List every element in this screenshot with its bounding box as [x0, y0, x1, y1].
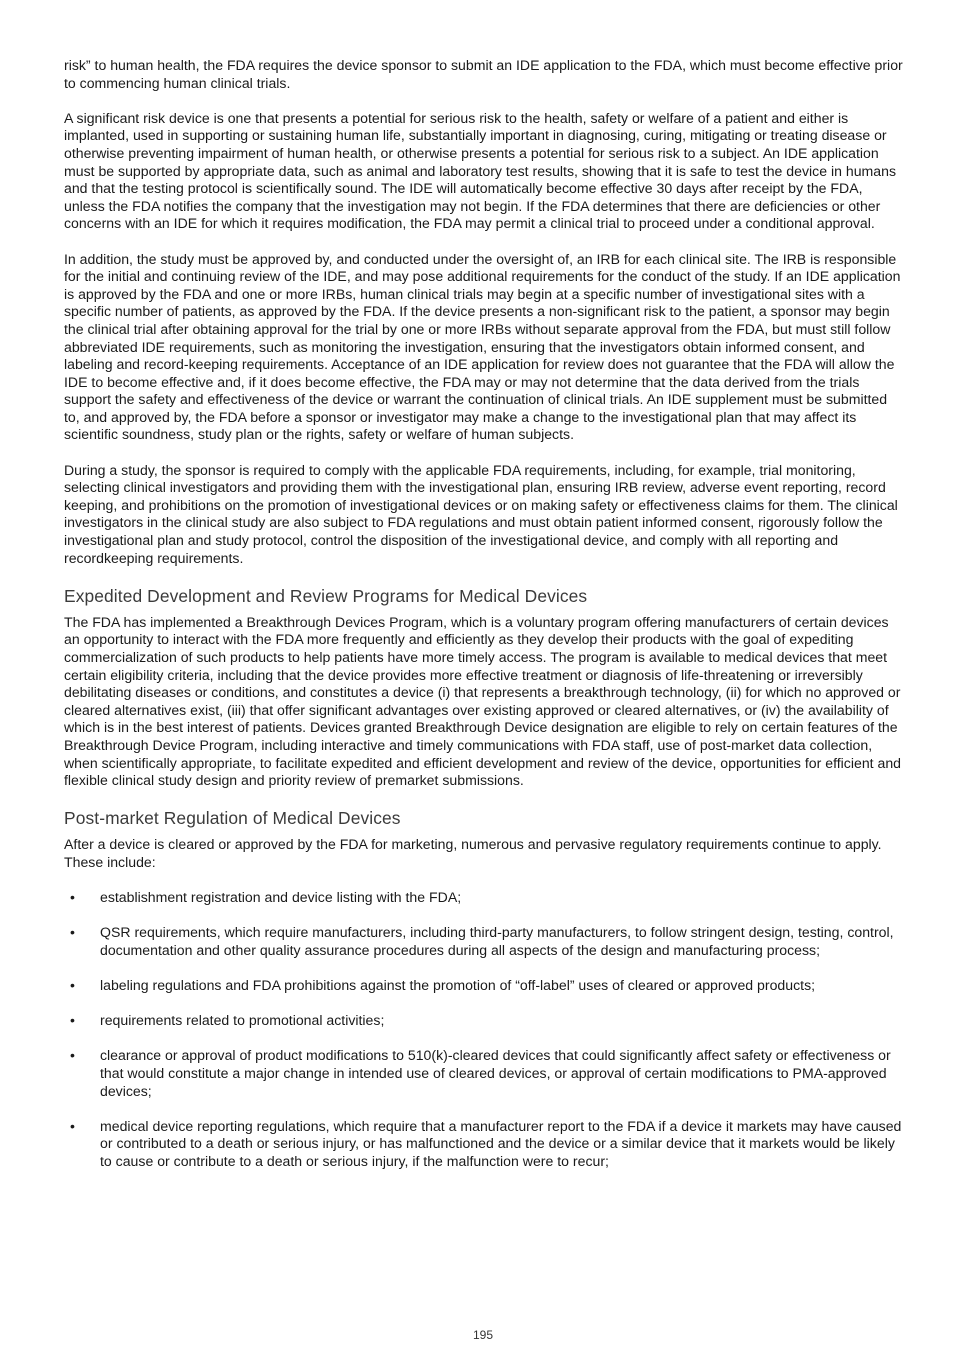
paragraph-significant-risk-device: A significant risk device is one that presents a potential for serious risk to the health, safety or welfare of a patient and either is implanted, used in supporting or sustaining human life, substantially important in diagnosing, curing, mitigating or treating disease or otherwise preventing impairment of human health, or otherwise presents a potential for serious risk to a subject. An IDE application must be supported by appropriate data, such as animal and laboratory test results, showing that it is safe to test the device in humans and that the testing protocol is scientifically sound. The IDE will automatically become effective 30 days after receipt by the FDA, unless the FDA notifies the company that the investigation may not begin. If the FDA determines that there are deficiencies or other concerns with an IDE for which it requires modification, the FDA may permit a clinical trial to proceed under a conditional approval. — [64, 109, 896, 232]
paragraph-irb-approval: In addition, the study must be approved by, and conducted under the oversight of, an IRB for each clinical site. The IRB is responsible for the initial and continuing review of the IDE, and may pose additional requirements for the conduct of the study. If an IDE application is approved by the FDA and one or more IRBs, human clinical trials may begin at a specific number of investigational sites with a specific number of patients, as approved by the FDA. If the device presents a non-significant risk to the patient, a sponsor may begin the clinical trial after obtaining approval for the trial by one or more IRBs without separate approval from the FDA, but must still follow abbreviated IDE requirements, such as monitoring the investigation, ensuring that the investigators obtain informed consent, and labeling and record-keeping requirements. Acceptance of an IDE application for review does not guarantee that the FDA will allow the IDE to become effective and, if it does become effective, the FDA may or may not determine that the data derived from the trials support the safety and effectiveness of the device or warrant the continuation of clinical trials. An IDE supplement must be submitted to, and approved by, the FDA before a sponsor or investigator may make a change to the investigational plan that may affect its scientific soundness, study plan or the rights, safety or welfare of human subjects. — [64, 250, 901, 443]
paragraph-post-market-intro: After a device is cleared or approved by the FDA for marketing, numerous and pervasive regulatory requirements continue to apply. These include: — [64, 836, 882, 870]
list-item — [64, 924, 904, 959]
list-item — [64, 1118, 904, 1171]
list-item-text: establishment registration and device listing with the FDA; — [100, 889, 462, 906]
post-market-requirements-list — [64, 889, 904, 1171]
paragraph-ide-risk: risk” to human health, the FDA requires the device sponsor to submit an IDE application to the FDA, which must become effective prior to commencing human clinical trials. — [64, 57, 903, 91]
bullet-icon: • — [70, 924, 75, 941]
list-item-text: clearance or approval of product modifications to 510(k)-cleared devices that could significantly affect safety or effectiveness or that would constitute a major change in intended use of cleared devices, or approval of certain modifications to PMA-approved devices; — [100, 1047, 891, 1099]
list-item-text: labeling regulations and FDA prohibitions against the promotion of “off-label” uses of cleared or approved products; — [100, 977, 816, 994]
paragraph-breakthrough-devices: The FDA has implemented a Breakthrough Devices Program, which is a voluntary program offering manufacturers of certain devices an opportunity to interact with the FDA more frequently and efficiently as they develop their products with the goal of expediting commercialization of such products to help patients have more timely access. The program is available to medical devices that meet certain eligibility criteria, including that the device provides more effective treatment or diagnosis of life-threatening or irreversibly debilitating diseases or conditions, and constitutes a device (i) that represents a breakthrough technology, (ii) for which no approved or cleared alternatives exist, (iii) that offer significant advantages over existing approved or cleared alternatives, or (iv) the availability of which is in the best interest of patients. Devices granted Breakthrough Device designation are eligible to rely on certain features of the Breakthrough Device Program, including interactive and timely communications with FDA staff, use of post-market data collection, when scientifically appropriate, to facilitate expedited and efficient development and review of the device, opportunities for efficient and flexible clinical study design and priority review of premarket submissions. — [64, 613, 902, 789]
bullet-icon: • — [70, 1117, 75, 1134]
bullet-icon: • — [70, 1012, 75, 1029]
list-item — [64, 977, 904, 995]
heading-post-market-regulation: Post-market Regulation of Medical Devices — [64, 808, 401, 829]
list-item — [64, 1047, 904, 1100]
bullet-icon: • — [70, 977, 75, 994]
bullet-icon: • — [70, 889, 75, 906]
heading-expedited-development: Expedited Development and Review Programs for Medical Devices — [64, 585, 588, 606]
paragraph-sponsor-requirements: During a study, the sponsor is required to comply with the applicable FDA requirements, including, for example, trial monitoring, selecting clinical investigators and providing them with the investigational plan, ensuring IRB review, adverse event reporting, record keeping, and prohibitions on the promotion of investigational devices or on making safety or effectiveness claims for them. The clinical investigators in the clinical study are also subject to FDA regulations and must obtain patient informed consent, rigorously follow the investigational plan and study protocol, control the disposition of the investigational device, and comply with all reporting and recordkeeping requirements. — [64, 461, 898, 566]
page-number: 195 — [472, 1328, 494, 1342]
bullet-icon: • — [70, 1047, 75, 1064]
list-item-text: QSR requirements, which require manufacturers, including third-party manufacturers, to follow stringent design, testing, control, documentation and other quality assurance procedures during all aspects of the design and manufacturing process; — [100, 924, 894, 958]
list-item — [64, 1012, 904, 1030]
list-item — [64, 889, 904, 907]
document-page — [64, 57, 904, 1188]
list-item-text: medical device reporting regulations, which require that a manufacturer report to the FDA if a device it markets may have caused or contributed to a death or serious injury, or has malfunctioned and the device or a similar device that it markets would be likely to cause or contribute to a death or serious injury, if the malfunction were to recur; — [100, 1117, 902, 1170]
list-item-text: requirements related to promotional activities; — [100, 1012, 385, 1029]
